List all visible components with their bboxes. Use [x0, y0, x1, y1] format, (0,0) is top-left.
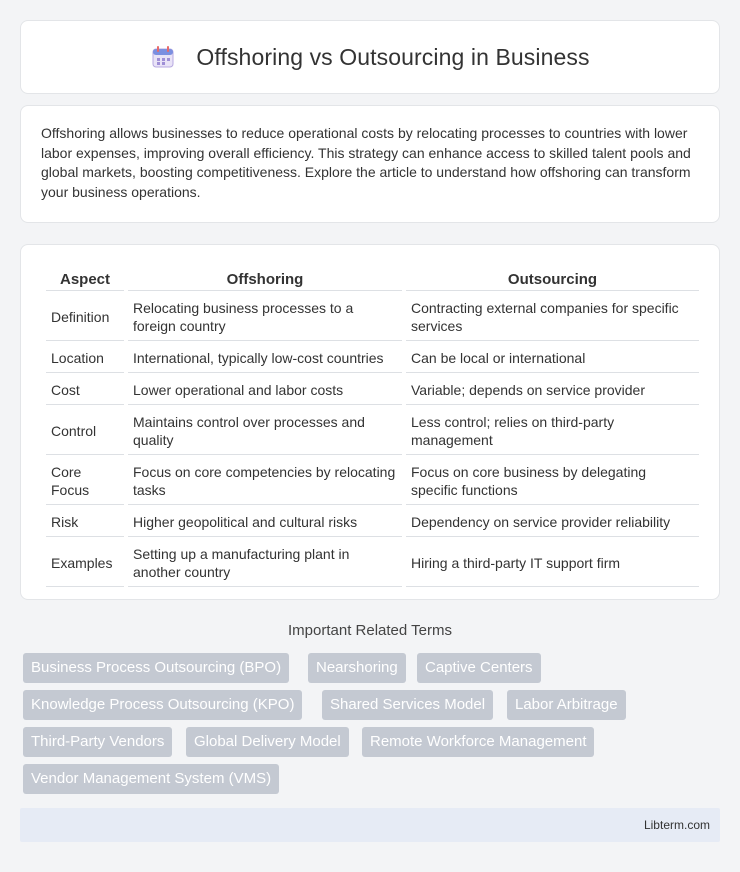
table-cell: Setting up a manufacturing plant in another country	[128, 539, 402, 587]
table-cell: Dependency on service provider reliability	[406, 507, 699, 537]
table-cell: Less control; relies on third-party management	[406, 407, 699, 455]
related-term-tag[interactable]: Vendor Management System (VMS)	[23, 764, 279, 794]
table-cell: Control	[46, 407, 124, 455]
calendar-icon	[150, 44, 176, 70]
table-header-row	[46, 267, 699, 291]
title-card	[20, 20, 720, 94]
intro-card	[20, 105, 720, 223]
table-cell: Higher geopolitical and cultural risks	[128, 507, 402, 537]
footer	[20, 808, 720, 842]
table-row	[46, 539, 699, 587]
column-header: Offshoring	[128, 267, 402, 291]
table-cell: Variable; depends on service provider	[406, 375, 699, 405]
table-row	[46, 375, 699, 405]
related-term-tag[interactable]: Knowledge Process Outsourcing (KPO)	[23, 690, 302, 720]
table-cell: Examples	[46, 539, 124, 587]
column-header: Aspect	[46, 267, 124, 291]
table-cell: Cost	[46, 375, 124, 405]
table-cell: Hiring a third-party IT support firm	[406, 539, 699, 587]
table-cell: International, typically low-cost countries	[128, 343, 402, 373]
related-term-tag[interactable]: Global Delivery Model	[186, 727, 349, 757]
related-term-tag[interactable]: Remote Workforce Management	[362, 727, 594, 757]
related-term-tag[interactable]: Captive Centers	[417, 653, 541, 683]
table-cell: Focus on core business by delegating specific functions	[406, 457, 699, 505]
table-row	[46, 507, 699, 537]
intro-text: Offshoring allows businesses to reduce operational costs by relocating processes to countries with lower labor expenses, improving overall efficiency. This strategy can enhance access to skilled talent pools and global markets, boosting competitiveness. Explore the article to understand how offshoring can transform your business operations.	[41, 125, 691, 200]
table-cell: Location	[46, 343, 124, 373]
table-row	[46, 343, 699, 373]
table-cell: Can be local or international	[406, 343, 699, 373]
table-cell: Risk	[46, 507, 124, 537]
table-row	[46, 293, 699, 341]
column-header: Outsourcing	[406, 267, 699, 291]
table-row	[46, 457, 699, 505]
table-row	[46, 407, 699, 455]
related-term-tag[interactable]: Third-Party Vendors	[23, 727, 172, 757]
related-term-tag[interactable]: Nearshoring	[308, 653, 406, 683]
page-title: Offshoring vs Outsourcing in Business	[196, 43, 590, 70]
related-terms-heading: Important Related Terms	[288, 622, 452, 639]
table-cell: Focus on core competencies by relocating tasks	[128, 457, 402, 505]
related-term-tag[interactable]: Business Process Outsourcing (BPO)	[23, 653, 289, 683]
table-cell: Definition	[46, 293, 124, 341]
table-cell: Core Focus	[46, 457, 124, 505]
related-term-tag[interactable]: Labor Arbitrage	[507, 690, 626, 720]
comparison-table	[42, 265, 703, 589]
related-term-tag[interactable]: Shared Services Model	[322, 690, 493, 720]
table-cell: Maintains control over processes and quality	[128, 407, 402, 455]
table-cell: Contracting external companies for specific services	[406, 293, 699, 341]
table-cell: Relocating business processes to a foreign country	[128, 293, 402, 341]
footer-site-link[interactable]: Libterm.com	[643, 818, 710, 832]
comparison-table-card	[20, 244, 720, 600]
table-cell: Lower operational and labor costs	[128, 375, 402, 405]
